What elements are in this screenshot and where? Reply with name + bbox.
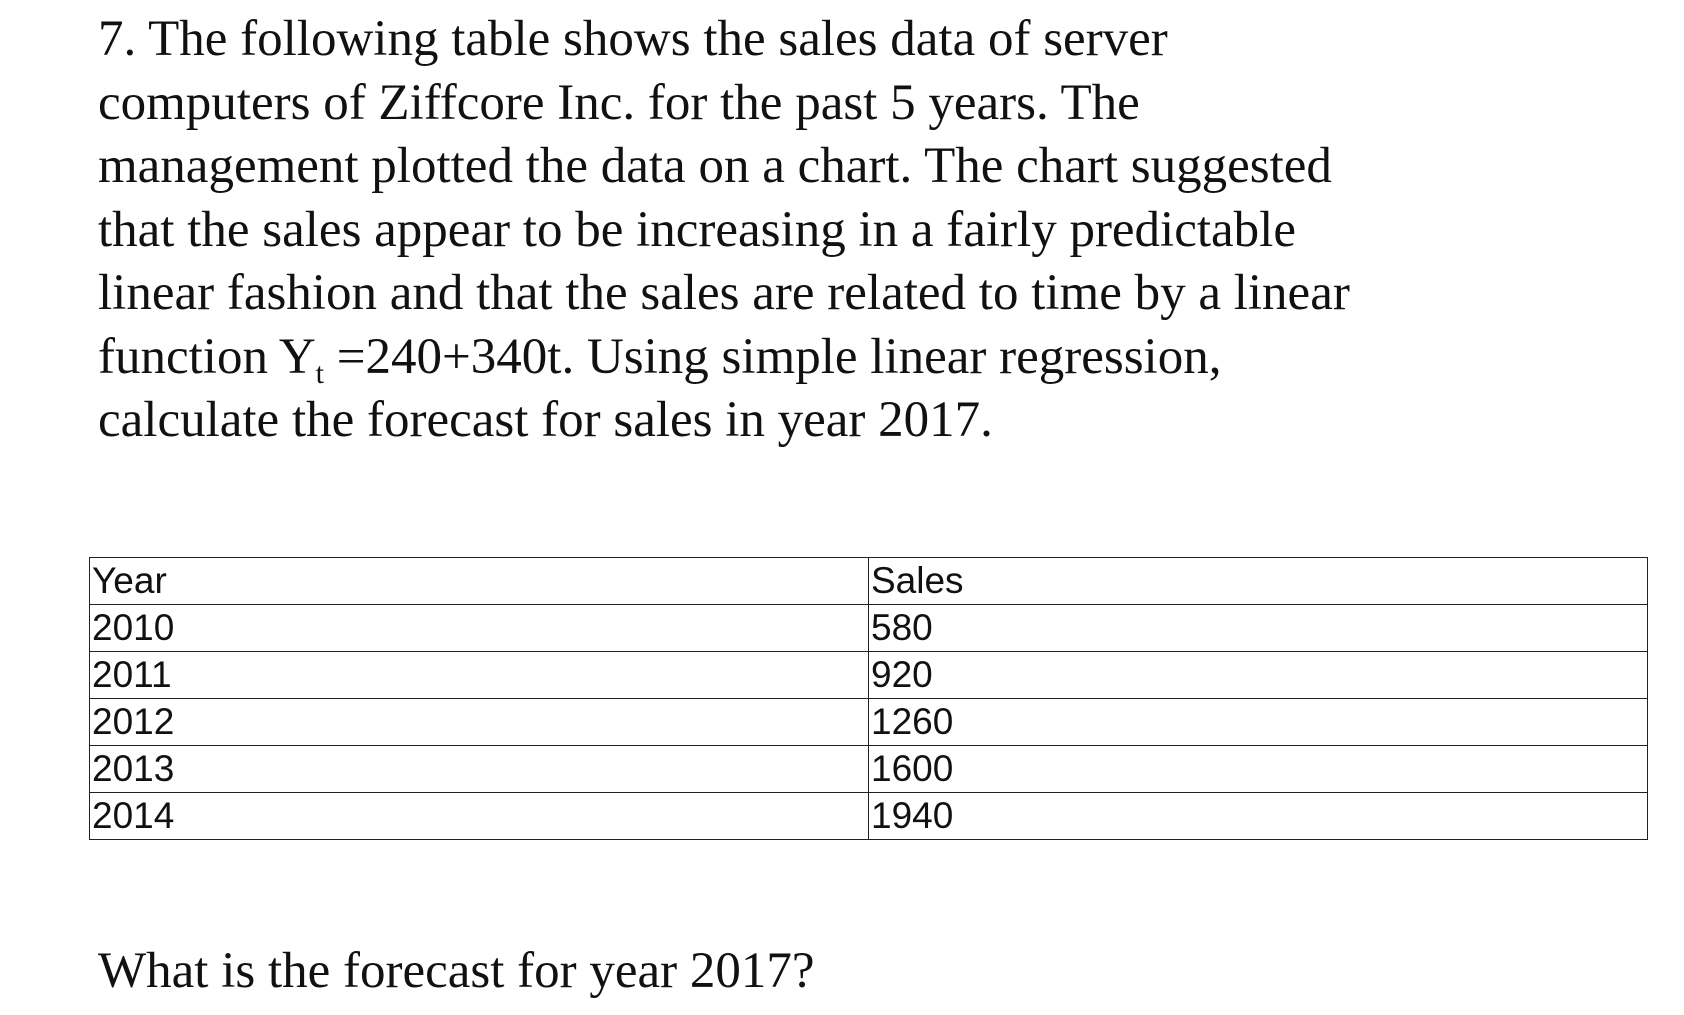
sales-cell: 1600 <box>869 746 1648 793</box>
header-sales: Sales <box>869 558 1648 605</box>
sales-cell: 1260 <box>869 699 1648 746</box>
question-intro: 7. The following table shows the sales data of server computers of Ziffcore Inc. for the past 5 years. The management plotted the data on a chart. The chart suggested that the sales appear to be increasing in a fairly predictable linear fashion and that the sales are related to time by a linear function Y <box>98 11 1350 385</box>
sales-table <box>89 557 1648 840</box>
year-cell: 2010 <box>90 605 869 652</box>
sales-cell: 580 <box>869 605 1648 652</box>
table-row <box>90 652 1648 699</box>
table-header-row <box>90 558 1648 605</box>
year-cell: 2014 <box>90 793 869 840</box>
subscript-t: t <box>315 356 324 390</box>
table-row <box>90 793 1648 840</box>
final-question: What is the forecast for year 2017? <box>98 943 815 999</box>
table-row <box>90 605 1648 652</box>
question-text <box>98 8 1358 453</box>
sales-cell: 1940 <box>869 793 1648 840</box>
table-row <box>90 699 1648 746</box>
header-year: Year <box>90 558 869 605</box>
sales-cell: 920 <box>869 652 1648 699</box>
year-cell: 2013 <box>90 746 869 793</box>
year-cell: 2011 <box>90 652 869 699</box>
year-cell: 2012 <box>90 699 869 746</box>
table-row <box>90 746 1648 793</box>
question-rest: =240+340t. Using simple linear regression, calculate the forecast for sales in year 2017. <box>98 328 1222 448</box>
